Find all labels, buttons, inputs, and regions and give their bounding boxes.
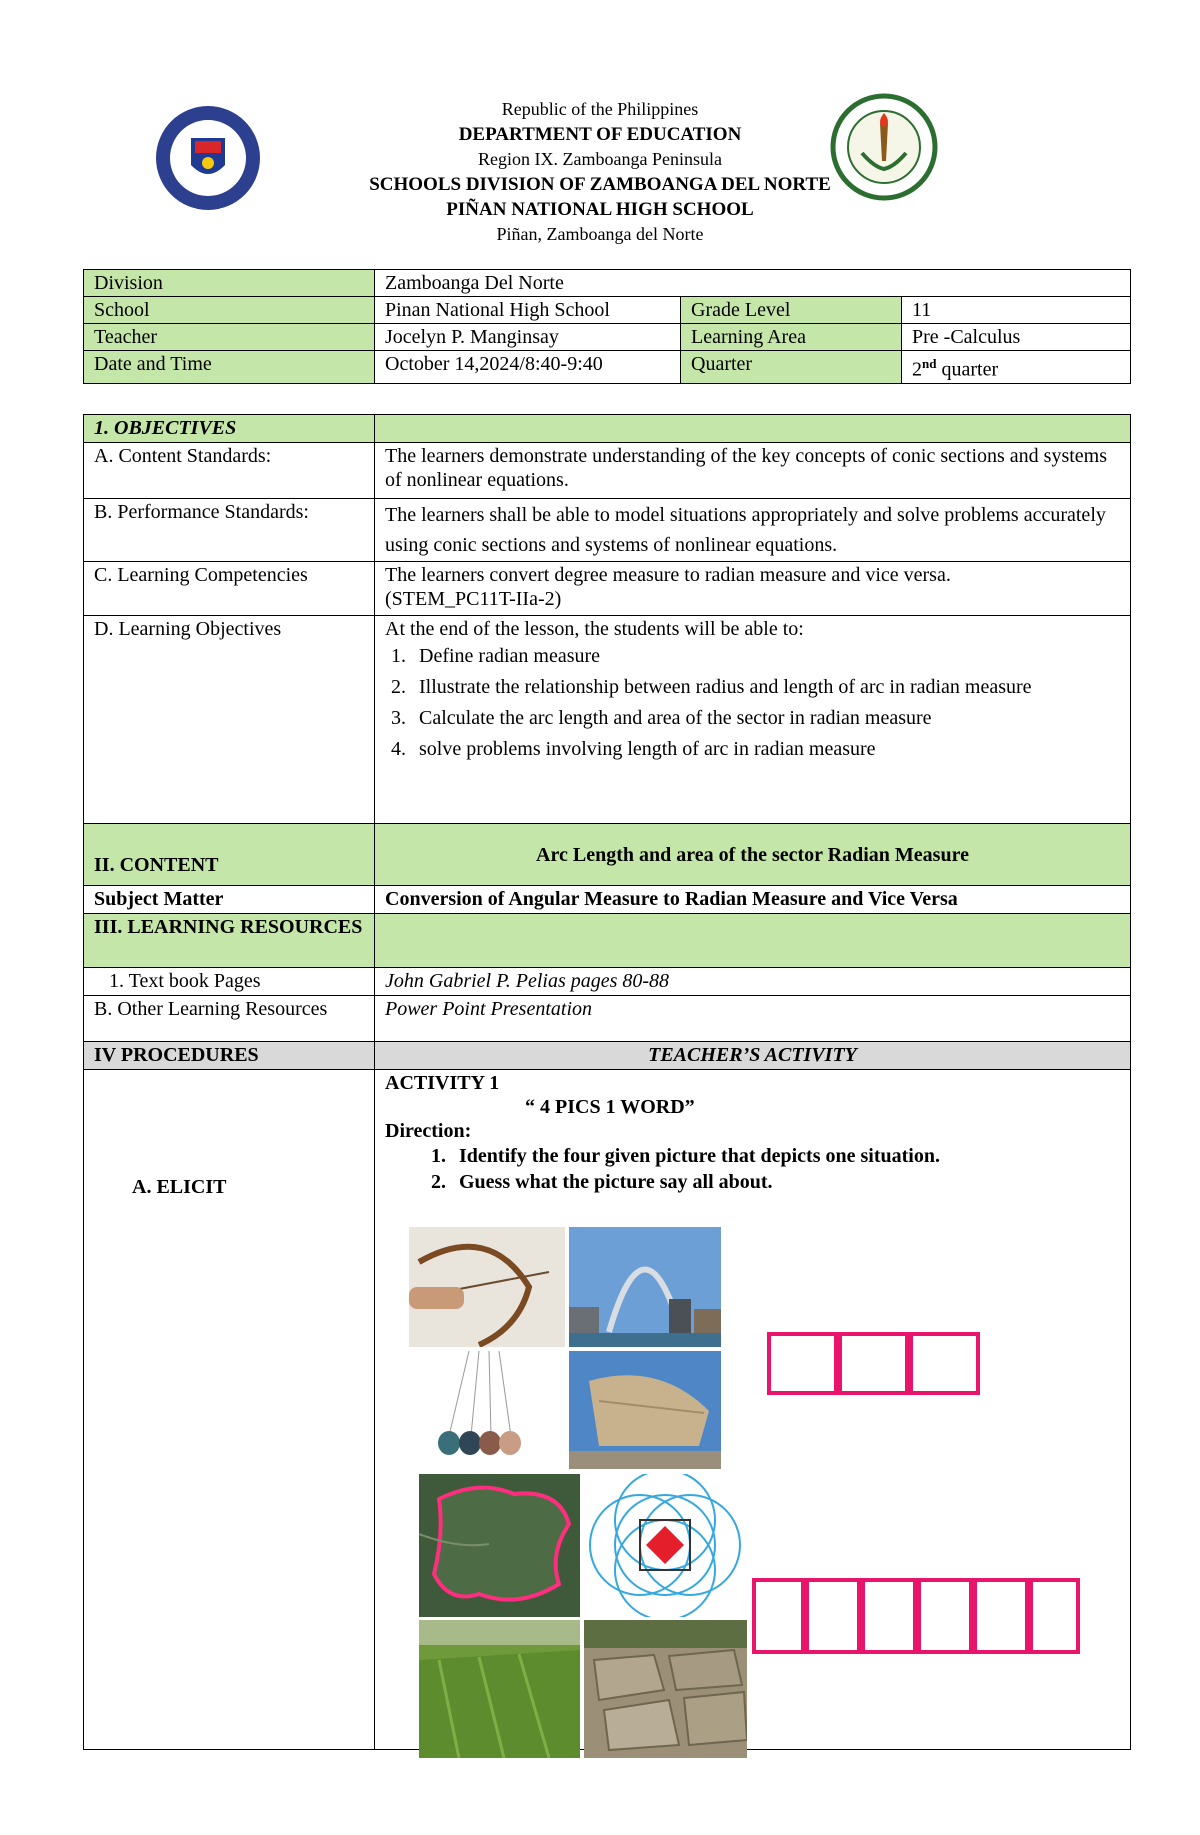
- circles-diagram-photo: [584, 1474, 747, 1617]
- competency-cell: [375, 562, 1131, 616]
- location-line: Piñan, Zamboanga del Norte: [496, 224, 704, 244]
- division-line: SCHOOLS DIVISION OF ZAMBOANGA DEL NORTE: [369, 174, 831, 195]
- teacher-value: Jocelyn P. Manginsay: [375, 324, 681, 351]
- objective-item: 3. Calculate the arc length and area of the sector in radian measure: [411, 703, 1120, 734]
- objective-item: 4. solve problems involving length of arc in radian measure: [411, 734, 1120, 765]
- rice-paddies-photo: [584, 1620, 747, 1758]
- quarter-label: Quarter: [681, 351, 902, 384]
- ark-ship-photo: [569, 1351, 721, 1469]
- objective-item: 2. Illustrate the relationship between radius and length of arc in radian measure: [411, 672, 1120, 703]
- textbook-value: John Gabriel P. Pelias pages 80-88: [375, 968, 1131, 996]
- other-resources-value: Power Point Presentation: [375, 996, 1131, 1042]
- objectives-intro: At the end of the lesson, the students will be able to:: [385, 618, 804, 640]
- teacher-activity-label: TEACHER’S ACTIVITY: [375, 1042, 1131, 1070]
- division-value: Zamboanga Del Norte: [375, 270, 1131, 297]
- answer-box-1-1[interactable]: [767, 1332, 838, 1395]
- date-label: Date and Time: [84, 351, 375, 384]
- answer-box-2-6[interactable]: [1029, 1578, 1080, 1654]
- archery-bow-photo: [409, 1227, 565, 1347]
- answer-box-1-3[interactable]: [909, 1332, 980, 1395]
- perf-std-label: B. Performance Standards:: [84, 499, 375, 562]
- content-value: Arc Length and area of the sector Radian Measure: [375, 824, 1131, 886]
- answer-box-2-4[interactable]: [917, 1578, 973, 1654]
- resources-blank: [375, 914, 1131, 968]
- answer-box-2-5[interactable]: [973, 1578, 1029, 1654]
- answer-box-2-1[interactable]: [752, 1578, 805, 1654]
- answer-box-1-2[interactable]: [838, 1332, 909, 1395]
- satellite-map-photo: [419, 1474, 580, 1617]
- region-line: Region IX. Zamboanga Peninsula: [478, 149, 722, 169]
- school-label: School: [84, 297, 375, 324]
- content-std-label: A. Content Standards:: [84, 443, 375, 499]
- grade-value: 11: [902, 297, 1131, 324]
- area-label: Learning Area: [681, 324, 902, 351]
- objectives-label: D. Learning Objectives: [84, 616, 375, 824]
- division-label: Division: [84, 270, 375, 297]
- direction-item: 2. Guess what the picture say all about.: [451, 1169, 1120, 1195]
- date-value: October 14,2024/8:40-9:40: [375, 351, 681, 384]
- procedures-label: IV PROCEDURES: [84, 1042, 375, 1070]
- textbook-label: 1. Text book Pages: [84, 968, 375, 996]
- objectives-heading-blank: [375, 415, 1131, 443]
- objectives-heading: 1. OBJECTIVES: [84, 415, 375, 443]
- direction-item: 1. Identify the four given picture that depicts one situation.: [451, 1143, 1120, 1169]
- perf-std-text: The learners shall be able to model situations appropriately and solve problems accurately using conic sections and systems of nonlinear equations.: [375, 499, 1131, 562]
- grade-label: Grade Level: [681, 297, 902, 324]
- activity-title: ACTIVITY 1: [385, 1072, 500, 1094]
- subject-matter-label: Subject Matter: [84, 886, 375, 914]
- content-std-text: The learners demonstrate understanding of the key concepts of conic sections and systems of nonlinear equations.: [375, 443, 1131, 499]
- answer-box-2-2[interactable]: [805, 1578, 861, 1654]
- school-line: PIÑAN NATIONAL HIGH SCHOOL: [446, 199, 754, 220]
- gateway-arch-photo: [569, 1227, 721, 1347]
- pendulum-photo: [409, 1351, 565, 1469]
- school-value: Pinan National High School: [375, 297, 681, 324]
- content-label: II. CONTENT: [84, 824, 375, 886]
- area-value: Pre -Calculus: [902, 324, 1131, 351]
- objectives-cell: [375, 616, 1131, 824]
- answer-box-2-3[interactable]: [861, 1578, 917, 1654]
- competency-code: (STEM_PC11T-IIa-2): [385, 588, 562, 610]
- info-table: [83, 269, 1131, 384]
- activity-name: “ 4 PICS 1 WORD”: [525, 1096, 695, 1118]
- elicit-label: A. ELICIT: [84, 1070, 375, 1750]
- competency-label: C. Learning Competencies: [84, 562, 375, 616]
- quarter-value: 2nd quarter: [902, 351, 1131, 384]
- objective-item: 1. Define radian measure: [411, 641, 1120, 672]
- teacher-label: Teacher: [84, 324, 375, 351]
- republic-line: Republic of the Philippines: [501, 99, 699, 119]
- competency-text: The learners convert degree measure to radian measure and vice versa.: [385, 564, 951, 586]
- farm-field-photo: [419, 1620, 580, 1758]
- deped-line: DEPARTMENT OF EDUCATION: [458, 124, 742, 145]
- subject-matter-value: Conversion of Angular Measure to Radian Measure and Vice Versa: [375, 886, 1131, 914]
- resources-label: III. LEARNING RESOURCES: [84, 914, 375, 968]
- direction-label: Direction:: [385, 1120, 472, 1142]
- other-resources-label: B. Other Learning Resources: [84, 996, 375, 1042]
